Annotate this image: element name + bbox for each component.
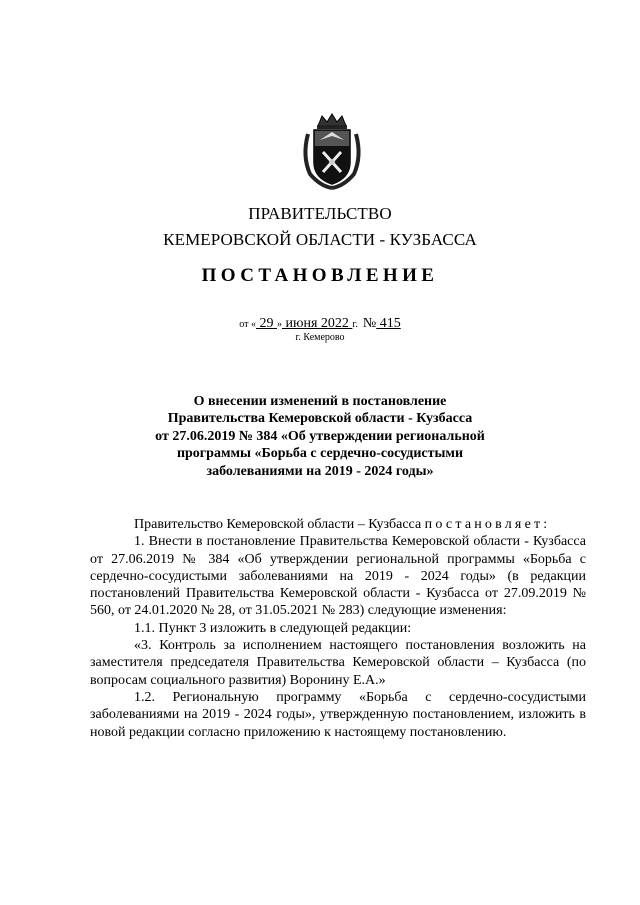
resolves-word: постановляет: — [424, 517, 551, 532]
paragraph-quote: «3. Контроль за исполнением настоящего постановления возложить на заместителя председателя Правительства Кемеровской области – Кузбасса (по вопросам социального развития) Воронину Е.А.» — [90, 638, 586, 688]
date-number-line — [0, 316, 640, 332]
government-title-line2: КЕМЕРОВСКОЙ ОБЛАСТИ - КУЗБАССА — [163, 230, 477, 249]
document-body — [90, 516, 586, 741]
city-name: г. Кемерово — [295, 332, 345, 343]
date-quote-close: » — [277, 319, 282, 330]
subject-line: заболеваниями на 2019 - 2024 годы» — [206, 463, 434, 479]
paragraph-1-2: 1.2. Региональную программу «Борьба с сердечно-сосудистыми заболеваниями на 2019 - 2024 годы», утвержденную постановлением, изложить в новой редакции согласно приложению к настоящему постановлению. — [90, 689, 586, 740]
coat-of-arms-icon — [298, 112, 366, 190]
number-label: № — [362, 316, 377, 331]
document-number: 415 — [376, 316, 401, 331]
paragraph-1-1: 1.1. Пункт 3 изложить в следующей редакции: — [134, 620, 412, 636]
intro-paragraph — [90, 516, 586, 533]
date-prefix: от « — [239, 319, 256, 330]
date-year-suffix: г. — [352, 319, 358, 330]
document-type-title: ПОСТАНОВЛЕНИЕ — [201, 265, 439, 286]
date-day: 29 — [256, 316, 277, 331]
subject-line: программы «Борьба с сердечно-сосудистыми — [176, 446, 464, 462]
document-subject — [0, 393, 640, 480]
subject-line: от 27.06.2019 № 384 «Об утверждении региональной — [155, 428, 485, 444]
date-month-year: июня 2022 — [282, 316, 353, 331]
subject-line: О внесении изменений в постановление — [193, 394, 447, 409]
paragraph-1: 1. Внести в постановление Правительства Кемеровской области - Кузбасса от 27.06.2019 № 384 «Об утверждении региональной программы «Борьба с сердечно-сосудистыми заболеваниями на 2019 - 2024 годы» (в редакции постановлений Правительства Кемеровской области - Кузбасса от 27.09.2019 № 560, от 24.01.2020 № 28, от 31.05.2021 № 283) следующие изменения: — [90, 534, 586, 619]
intro-text: Правительство Кемеровской области – Кузбасса — [134, 517, 425, 532]
government-title-line1: ПРАВИТЕЛЬСТВО — [248, 204, 392, 223]
subject-line: Правительства Кемеровской области - Кузбасса — [167, 411, 473, 427]
